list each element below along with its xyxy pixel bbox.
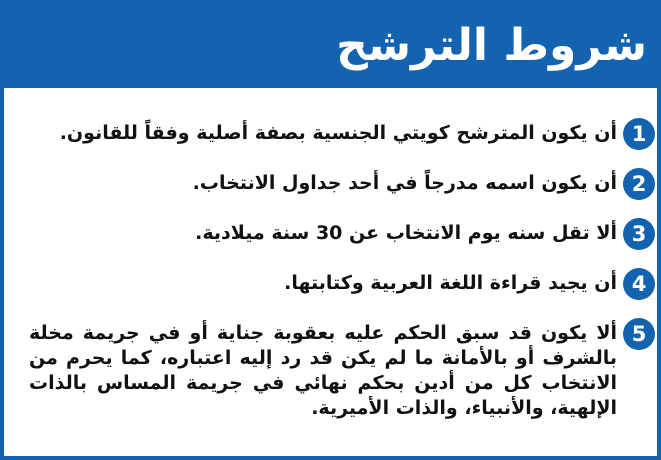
condition-item-5 [29,318,655,421]
condition-text: أن يكون اسمه مدرجاً في أحد جداول الانتخاب. [192,172,617,194]
number-badge: 4 [623,268,655,300]
header-banner [4,4,657,88]
condition-item-2 [193,168,655,200]
number-badge: 5 [623,318,655,350]
condition-item-4 [284,268,655,300]
condition-text: ألا تقل سنه يوم الانتخاب عن 30 سنة ميلادية. [195,222,617,244]
page-title: شروط الترشح [336,20,647,71]
condition-text: أن يجيد قراءة اللغة العربية وكتابتها. [284,272,617,294]
number-badge: 3 [623,218,655,250]
condition-text: أن يكون المترشح كويتي الجنسية بصفة أصلية وفقاً للقانون. [59,122,617,144]
number-badge: 1 [623,118,655,150]
number-badge: 2 [623,168,655,200]
condition-item-1 [60,118,655,150]
condition-item-3 [195,218,655,250]
condition-text: ألا يكون قد سبق الحكم عليه بعقوبة جناية أو في جريمة مخلة بالشرف أو بالأمانة ما لم يكن قد رد إليه اعتباره، كما يحرم من الانتخاب كل من أدين بحكم نهائي في جريمة المساس بالذات الإلهية، والأنبياء، والذات الأميرية. [29,322,617,419]
